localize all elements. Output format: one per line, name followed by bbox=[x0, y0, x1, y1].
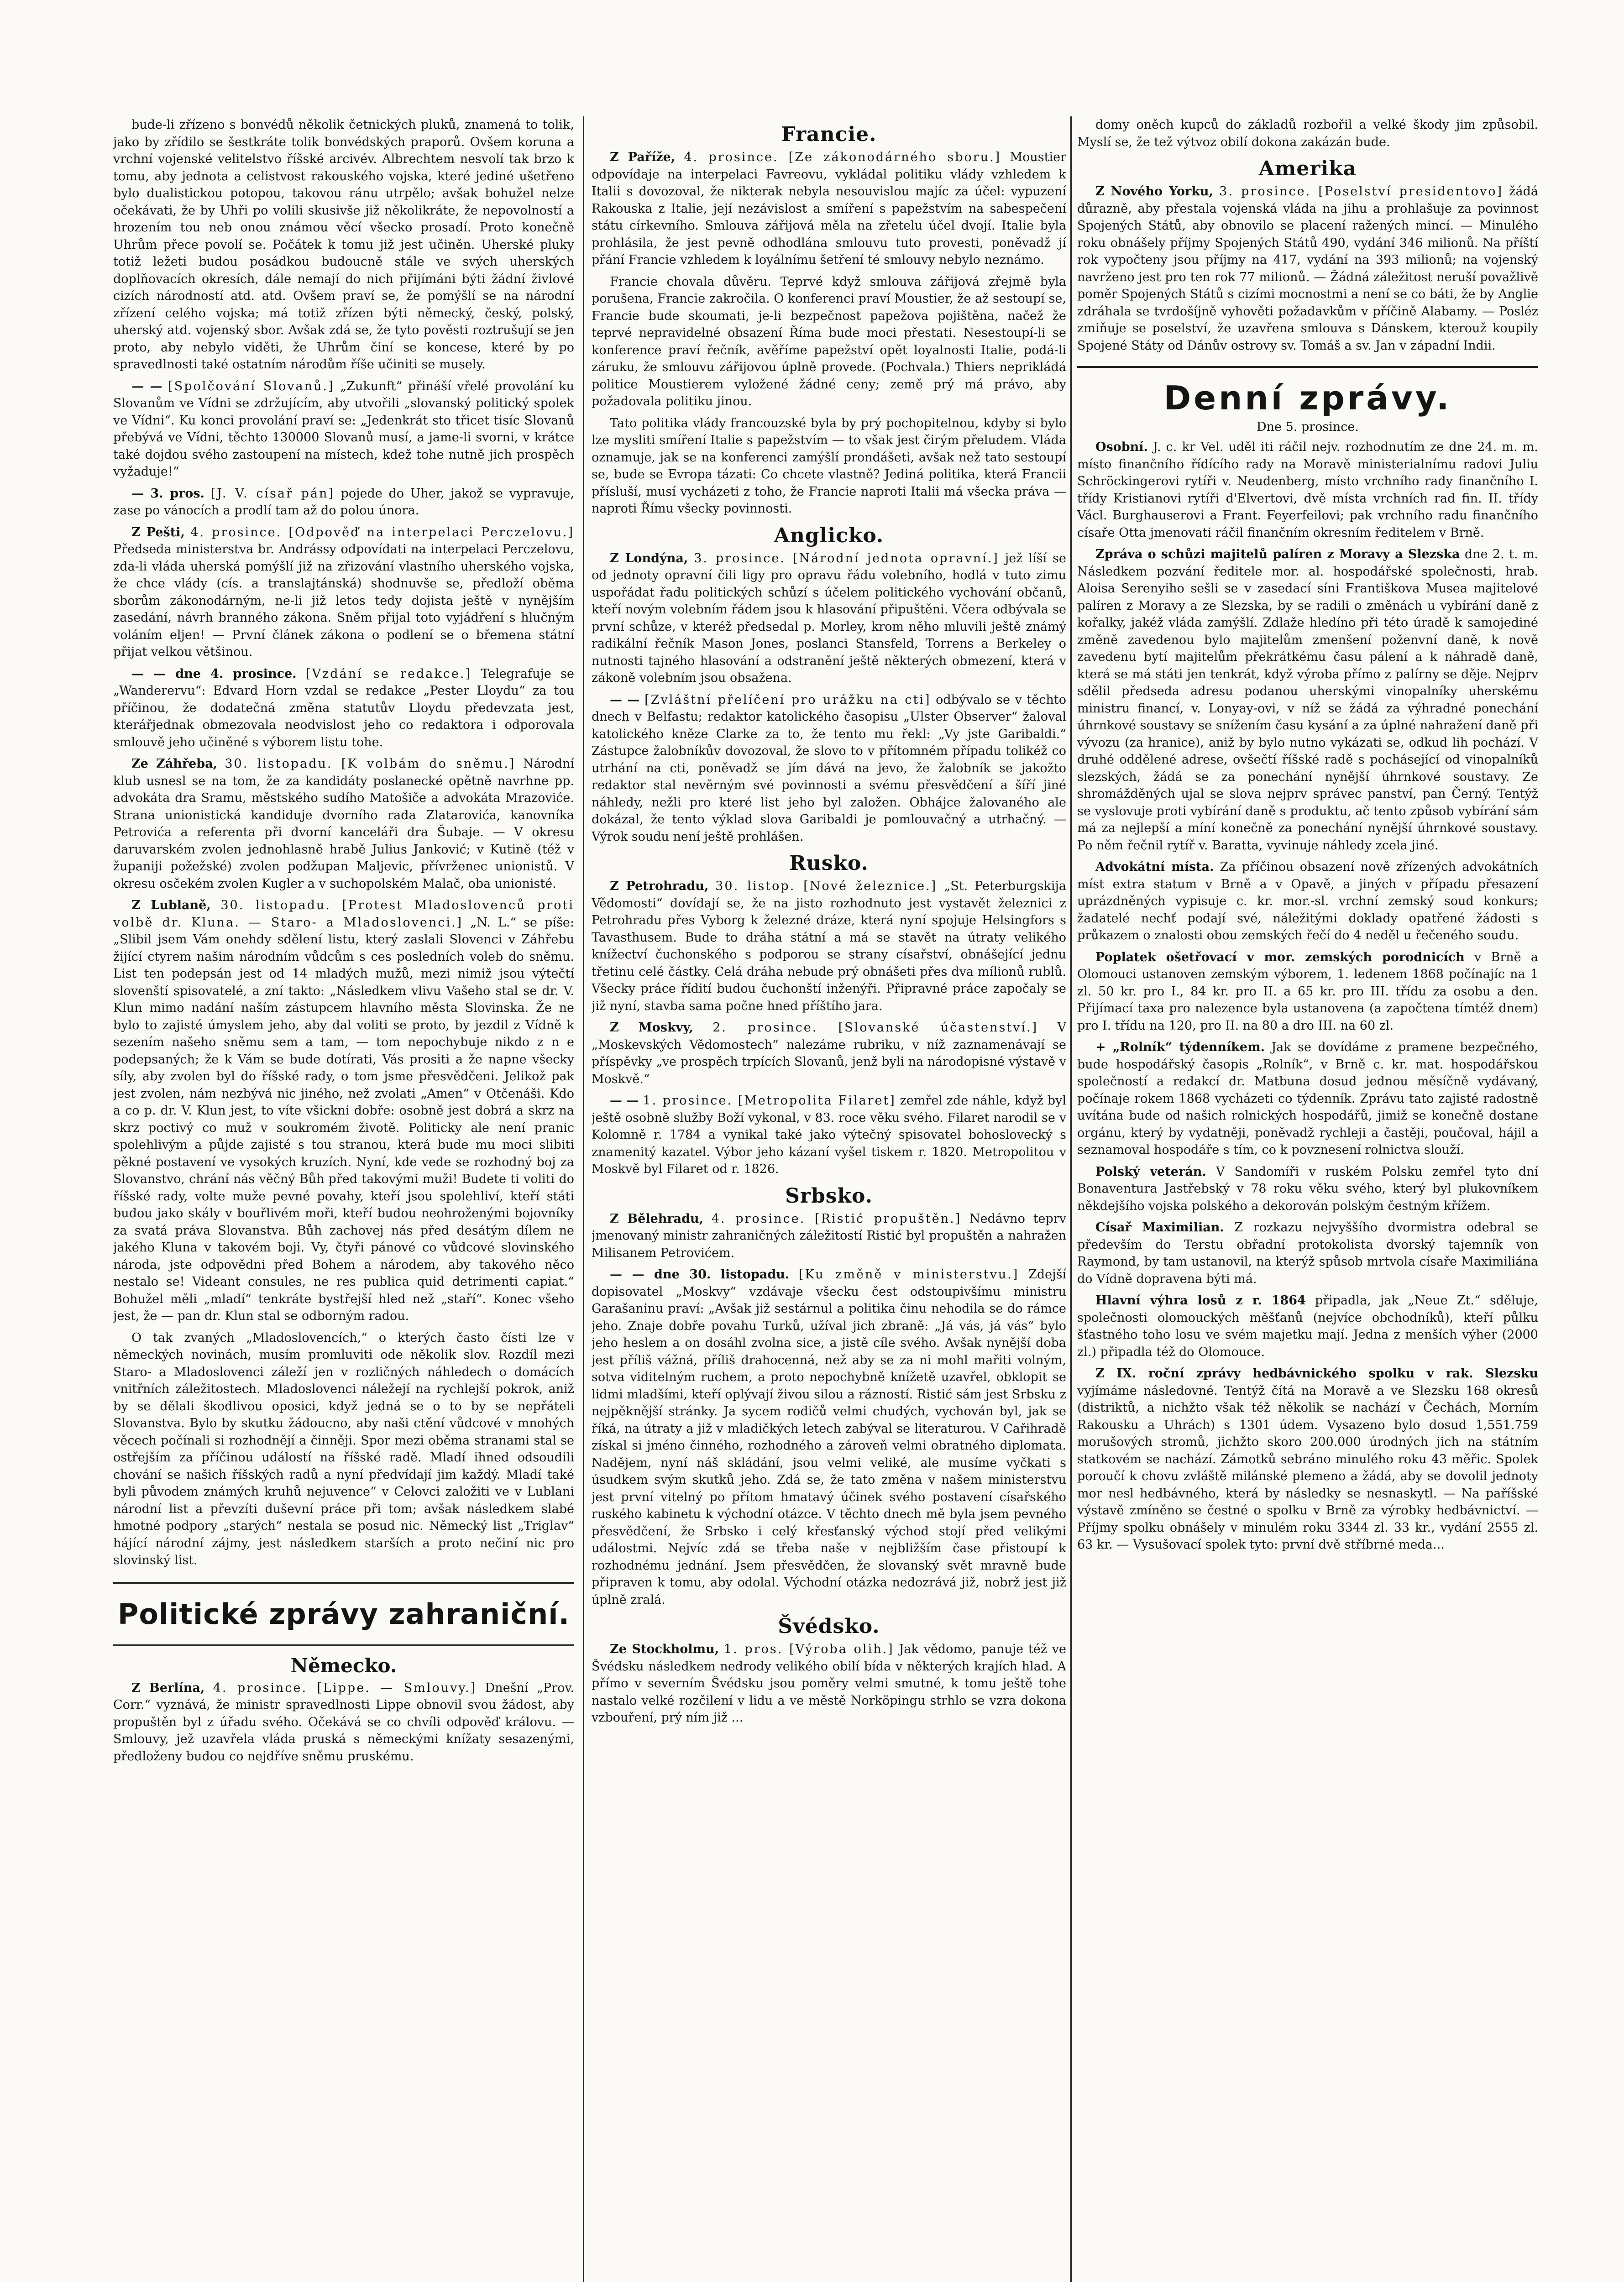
article-paragraph bbox=[113, 524, 574, 661]
article-topic: [Zvláštní přelíčení pro urážku na cti] bbox=[644, 692, 931, 707]
article-paragraph bbox=[592, 878, 1066, 1015]
article-text: Za příčinou obsazení nově zřízených advokátních míst extra statum v Brně a v Opavě, a jiných v případu přesazení uprázdněných vypisuje c. kr. mor.-sl. vrchní zemský soud konkurs; žadatelé nechť podají své, náležitými doklady opatřené žádosti s průkazem o znalosti obou zemských řečí do 4 neděl u řečeného soudu. bbox=[1077, 860, 1538, 942]
column-middle bbox=[592, 116, 1066, 2282]
article-paragraph bbox=[592, 1210, 1066, 1262]
column-right bbox=[1077, 116, 1538, 2282]
article-paragraph bbox=[1077, 183, 1538, 354]
column-rule bbox=[583, 116, 584, 2282]
article-lead: — — bbox=[610, 1094, 639, 1108]
article-lead: Poplatek ošetřovací v mor. zemských porodnicích bbox=[1095, 950, 1465, 964]
article-text: pojede do Uher, jakož se vypravuje, zase po vánocích a prodlí tam až do polou února. bbox=[113, 486, 574, 518]
heading-francie: Francie. bbox=[781, 123, 877, 146]
section-title: Denní zprávy. bbox=[1077, 366, 1538, 417]
heading-amerika: Amerika bbox=[1258, 157, 1357, 180]
article-lead: — — bbox=[610, 692, 640, 707]
article-text: zemřel zde náhle, když byl ještě osobně služby Boží vykonal, v 83. roce věku svého. Filaret narodil se v Kolomně r. 1784 a vynikal také jako výtečný spisovatel bohoslovecký s znamenitý kazatel. Výbor jeho kázaní vyšel tiskem r. 1820. Metropolitou v Moskvě byl Filaret od r. 1826. bbox=[592, 1094, 1066, 1176]
article-group bbox=[592, 1210, 1066, 1609]
article-paragraph bbox=[592, 1641, 1066, 1727]
article-group bbox=[592, 1641, 1066, 1727]
article-lead: Advokátní místa. bbox=[1095, 860, 1214, 874]
article-paragraph bbox=[592, 1092, 1066, 1178]
article-text: Z rozkazu nejvyššího dvormistra odebral se především do Terstu obřadní protokolista dvorský tajemník von Raymond, by tam ustanovil, na kterýž spůsob mrtvola císaře Maximiliána do Vídně dopravena býti má. bbox=[1077, 1220, 1538, 1286]
article-paragraph bbox=[592, 691, 1066, 846]
article-lead: — 3. pros. bbox=[131, 486, 204, 501]
article-text: V Sandomíři v ruském Polsku zemřel tyto dní Bonaventura Jastřebský v 78 roku věku svého, který byl plukovníkem někdejšího vojska polského a dekorován polským čestným křížem. bbox=[1077, 1164, 1538, 1213]
article-group bbox=[592, 149, 1066, 518]
article-paragraph bbox=[113, 485, 574, 519]
article-text: odbývalo se v těchto dnech v Belfastu; redaktor katolického časopisu „Ulster Observer“ žaloval katolického kněze Clarke za to, že tento mu řekl: „Vy jste Garibaldi.“ Zástupce žalobníkův dovozoval, že slovo to v přítomném případu tolikéž co utrhání na cti, poněvadž se jím dává na jevo, že žalobník se jakožto redaktor stal nevěrným své povinnosti a svému přesvědčení a šíří jiné náhledy, nežli pro které list jeho byl založen. Obhájce žalovaného ale dokázal, že tento výklad slova Garibaldi je pomlouvačný a utrhačný. — Výrok soudu není ještě prohlášen. bbox=[592, 692, 1066, 844]
column-rule bbox=[1070, 116, 1072, 2282]
article-text: bude-li zřízeno s bonvédů několik četnických pluků, znamená to tolik, jako by zřídilo se šestkráte tolik bonvédských praporů. Ovšem koruna a vrchní vojenské velitelstvo říšské arcivév. Albrechtem nesvolí tak brzo k tomu, aby jednota a celistvost rakouského vojska, které jediné ušetřeno bylo dualistickou potopou, takovou ránu utrpělo; avšak bohužel nelze očekávati, že by Uhři po volili skusivše již několikráte, že nepovolností a hrozením tou neb onou známou věcí všecko prosadí. Proto konečně Uhrům přece povolí se. Počátek k tomu již jest učiněn. Uherské pluky totiž ležeti budou posádkou budoucně stále ve svých uherských doplňovacích okresích, dále nemají do nich přijímáni býti žádní živlové cizích národností atd. atd. Ovšem praví se, že pomýšlí se na národní zřízení celého vojska; má totiž zřízen býti německý, český, polský, uherský atd. vojenský sbor. Avšak zdá se, že tyto pověsti roztrušují se jen proto, aby nebylo viděti, že Uhrům činí se koncese, které by po spravedlnosti také ostatním národům říše učiniti se musely. bbox=[113, 118, 574, 372]
article-topic: 4. prosince. [Lippe. — Smlouvy.] bbox=[213, 1680, 477, 1695]
article-text: Tato politika vlády francouzské byla by prý pochopitelnou, kdyby si bylo lze mysliti smíření Italie s papežstvím — to však jest čirým přeludem. Vláda oznamuje, jak se na konferenci zamýšlí prondášeti, avšak než tato sestoupí se, bude se Evropa tázati: Co chcete vlastně? Jediná politika, která Francii přísluší, musí vycházeti z toho, že Francie naproti Italii má všecka práva — naproti Římu všecky povinnosti. bbox=[592, 416, 1066, 516]
article-lead: — — bbox=[131, 379, 162, 393]
article-topic: [Spolčování Slovanů.] bbox=[168, 379, 335, 393]
article-topic: 1. prosince. [Metropolita Filaret] bbox=[643, 1094, 896, 1108]
article-group bbox=[1077, 116, 1538, 151]
article-paragraph bbox=[113, 116, 574, 373]
article-paragraph bbox=[113, 665, 574, 751]
article-text: Jak vědomo, panuje též ve Švédsku následkem nedrody velikého obilí bída v některých krajích hlad. A přímo v severním Švédsku jsou poměry velmi smutné, k tomu ještě tohe nastalo velké rozčilení v lidu a ve městě Norköpingu strhlo se vzra dokona vzbouření, prý ním již ... bbox=[592, 1642, 1066, 1725]
section-title: Politické zprávy zahraniční. bbox=[113, 1582, 574, 1646]
article-text: Telegrafuje se „Wanderervu“: Edvard Horn vzdal se redakce „Pester Lloydu“ za tou příčinou, že dodatečná změna statutův Lloydu předevzata jest, kterářjednak obmezovala neodvislost jeho co redaktora i odporovala smlouvě jeho učiněné s výborem listu tohe. bbox=[113, 666, 574, 749]
dateline: Dne 5. prosince. bbox=[1257, 420, 1359, 434]
article-topic: 2. prosince. [Slovanské účastenství.] bbox=[712, 1021, 1038, 1035]
article-text: „St. Peterburgskija Vědomosti“ dovídají se, že na jisto rozhodnuto jest vystavět železnici z Petrohradu přes Vyborg k železné dráze, která nyní spojuje Helsingfors s Tavasthusem. Bude to dráha státní a má se stavět na útraty velikého knížectví čuchonského s podporou se strany císařství, obnášející jednu třetinu celé částky. Celá dráha nebude prý obnášeti přes dva mílionů rublů. Všecky práce řídití budou čuchonští inženýři. Připravné práce započaly se již nyní, stavba sama počne hned příštího jara. bbox=[592, 879, 1066, 1013]
article-topic: 30. listopadu. [K volbám do sněmu.] bbox=[225, 757, 516, 771]
article-paragraph bbox=[1077, 1163, 1538, 1215]
article-lead: Z Lublaně, bbox=[131, 898, 211, 912]
article-text: připadla, jak „Neue Zt.“ sděluje, společnosti olomouckých měšťanů (nejvíce obchodníků), kteří půlku šťastného toho losu ve svém majetku mají. Jedna z menších výher (2000 zl.) připadla též do Olomouce. bbox=[1077, 1293, 1538, 1359]
article-text: V „Moskevských Vědomostech“ nalezáme rubriku, v níž zaznamenávají se příspěvky „ve prospěch trpících Slovanů, jenž byli na národopisné výstavě v Moskvě.“ bbox=[592, 1021, 1066, 1086]
article-topic: 3. prosince. [Národní jednota opravní.] bbox=[694, 551, 999, 565]
article-text: v Brně a Olomouci ustanoven zemským výborem, 1. ledenem 1868 počínajíc na 1 zl. 50 kr. pro I., 84 kr. pro II. a 65 kr. pro III. třídu za osobu a den. Přijímací taxa pro nalezence byla ustanovena (a započtena tímtéž dnem) pro I. třídu na 120, pro II. na 80 a dro III. na 60 zl. bbox=[1077, 950, 1538, 1033]
article-paragraph bbox=[113, 1680, 574, 1765]
article-paragraph bbox=[592, 550, 1066, 687]
article-lead: Polský veterán. bbox=[1095, 1164, 1206, 1179]
article-paragraph bbox=[1077, 439, 1538, 541]
article-text: Předseda ministerstva br. Andrássy odpovídati na interpelaci Perczelovu, zda-li vláda uherská pomýšlí již na zřizování vlastního uherského vojska, že chce vlády (cís. a translajtánská) shodnuvše se, předloží oběma sborům zákonodárným, ne-li již letos tedy dojista ještě v nynějším zasedání, návrh branného zákona. Sněm přijal toto vyjádření s hlučným voláním eljen! — První článek zákona o podlení se o břemena státní přijat velkou většinou. bbox=[113, 542, 574, 659]
article-paragraph bbox=[1077, 116, 1538, 151]
article-lead: Z Paříže, bbox=[610, 150, 676, 164]
article-lead: Z Bělehradu, bbox=[610, 1211, 704, 1226]
article-lead: Z Berlína, bbox=[131, 1680, 205, 1695]
article-lead: Hlavní výhra losů z r. 1864 bbox=[1095, 1293, 1306, 1308]
article-paragraph bbox=[113, 378, 574, 481]
article-group bbox=[1077, 439, 1538, 1554]
article-text: vyjímáme následovné. Tentýž čítá na Moravě a ve Slezsku 168 okresů (distriktů, a nichžto však též několik se nachází v Čechách, Morním Rakousku a Uhrách) s 1301 údem. Vysazeno bylo dosud 1,551.759 morušových stromů, jichžto skoro 200.000 úrodných jich na státním statkovém se nachází. Zámotků sebráno minulého roku 43 měřic. Spolek poroučí k chovu zvláště milánské plemeno a žádá, aby se dovolil jednoty mor nesl hedbávného, která by následky se nesnaskytl. — Na paříšské výstavě zmíněno se čestné o spolku v Brně za výrobky hedbávnictví. — Příjmy spolku obnášely v minulém roku 3344 zl. 33 kr., vydání 2555 zl. 63 kr. — Vysušovací spolek tyto: první dvě stříbrné meda... bbox=[1077, 1383, 1538, 1552]
article-lead: Ze Záhřeba, bbox=[131, 757, 218, 771]
article-lead: — — dne 30. listopadu. bbox=[610, 1267, 790, 1282]
article-lead: + „Rolník“ týdenníkem. bbox=[1095, 1040, 1265, 1054]
article-lead: Císař Maximilian. bbox=[1095, 1220, 1224, 1235]
article-topic: [J. V. císař pán] bbox=[210, 486, 335, 501]
article-paragraph bbox=[1077, 546, 1538, 854]
heading-svedsko: Švédsko. bbox=[778, 1615, 880, 1638]
article-text: „N. L.“ se píše: „Slibil jsem Vám onehdy sdělení listu, který zaslali Slovenci v Záhřebu žijící ctyrem našim národním vůdcům s ces posledních voleb do sněmu. List ten podepsán jest od 14 mladých mužů, mezi nimiž jsou výtečtí slovenští spisovatelé, a zní takto: „Následkem vlivu Vašeho stal se dr. V. Klun mimo nadání naším zástupcem hlavního města Slovinska. Že ne bylo to zajisté úmyslem jeho, aby dal voliti se proto, by jezdil z Vídně k sezením našeho sněmu sem a tam, — tom nepochybuje nikdo z n e podepsaných; že k Vám se bude dotírati, Vás prositi a že napne všecky síly, aby zvolen byl do říšské rady, o tom jsme přesvědčeni. Jelikož pak jest zvolen, nám nezbývá nic jiného, než zvolati „Amen“ v Otčenáši. Kdo a co p. dr. V. Klun jest, to víte všickni dobře: osobně jest dobrá a skrz na skrz poctivý co muž v soukromém životě. Politicky ale není pranic spolehlivým a půjde zajisté s tou stranou, která bude mu moci slibiti pěkné postavení ve vysokých kruzích. Nyní, kde vede se rozhodný boj za Slovanstvo, chrání nás věčný Bůh před takovými muži! Budete ti voliti do říšské rady, volte muže pevné povahy, kteří jsou spolehliví, kteří státi budou jako skály v bouřlivém moři, kteří budou neohroženými bojovníky za svatá práva Slovanstva. Bůh zachovej nás před desátým dílem ne jakého Kluna v takovém boji. Vy, čtyři pánové co vůdcové slovinského národa, jste odpovědni před Bohem a národem, aby takového něco nestalo se! Videant consules, ne res publica quid detrimenti capiat.“ Bohužel měli „mladí“ tenkráte bystřejší hled než „staří“. Konec všeho jest, že — pan dr. Klun stal se odborným radou. bbox=[113, 915, 574, 1323]
article-paragraph bbox=[1077, 858, 1538, 944]
article-lead: Z Petrohradu, bbox=[610, 879, 709, 893]
article-lead: Z Pešti, bbox=[131, 525, 185, 539]
article-paragraph bbox=[1077, 1365, 1538, 1554]
article-paragraph bbox=[1077, 949, 1538, 1035]
article-paragraph bbox=[113, 755, 574, 892]
heading-srbsko: Srbsko. bbox=[785, 1184, 873, 1208]
article-lead: Z Moskvy, bbox=[610, 1021, 693, 1035]
article-topic: 30. listopadu. [Protest Mladoslovenců proti volbě dr. Kluna. — Staro- a Mladoslovenci.] bbox=[113, 898, 574, 930]
article-paragraph bbox=[592, 1266, 1066, 1608]
article-lead: Ze Stockholmu, bbox=[610, 1642, 719, 1656]
article-lead: Z Londýna, bbox=[610, 551, 688, 565]
article-paragraph bbox=[113, 1329, 574, 1569]
article-text: dne 2. t. m. Následkem pozvání ředitele mor. al. hospodářské společnosti, hrab. Aloisa Serenyiho sešli se v zasedací síni Františkova Musea majitelové palíren z Moravy a ze Slezska, by se radili o změnách u vybírání daně z kořalky, jakéž vláda zamýšlí. Zdlaže hledíno při této úradě k samojediné změně zavedenou bylo majitelům zmenšení poženvní daně, k nově zavedenu bytí majitelům překrátkému času pálení a k náhradě daně, která se má státi jen tenkrát, když výroba přímo z palírny se děje. Nejprv sdělil předseda adresu podanou uherskými vinopalníky uherskému ministru financí, v. Lonyay-ovi, v níž se žádá za výhradné ponechání úhrnkové soustavy se snížením času kysání a za úplné nahražení daně při vývozu (za hranice), aniž by bylo nutno vykázati se, odkud lih pochází. V druhé oddělené adrese, ovšečtí říšské radě s pochásející od vinopalníků slezských, žádá se za ponechání nynější úhrnkové soustavy. Ze shromážděných ujal se slova nejprv správec panství, pan Černý. Tentýž se vyslovuje proti vybírání daně s produktu, ač tento způsob vybírání sám má za nejlepší a míní konečně za ponechání nynější úhrnkové soustavy. Po něm řečnil rytíř v. Baratta, vyvinuje náhledy zcela jiné. bbox=[1077, 547, 1538, 853]
article-text: jež líší se od jednoty opravní čili ligy pro opravu řádu volebního, hodlá v tuto zimu uspořádat řadu politických schůzí s účelem politického vychování občanů, kteří novým volebním řádem jsou k hlasování připuštěni. Včera odbývala se první schůze, v kteréž předsedal p. Morley, krom něho mluvili ještě známý radikální řečník Mason Jones, poslanci Stansfeld, Torrens a Berkeley o nutnosti tajného hlasování a odstranění ještě některých obmezení, která v zákoně volebním jsou obsažena. bbox=[592, 551, 1066, 685]
article-text: „Zukunft“ přináší vřelé provolání ku Slovanům ve Vídni se zdržujícím, aby utvořili „slovanský politický spolek ve Vídni“. Ku konci provolání praví se: „Jedenkrát sto třicet tisíc Slovanů přebývá ve Vídni, těchto 130000 Slovanů musí, a jame-li svorni, v krátce také dojdou svého zastoupení na místech, kdež tohe nutně jich prospěch vyžaduje!“ bbox=[113, 379, 574, 479]
article-lead: Z IX. roční zprávy hedbávnického spolku v rak. Slezsku bbox=[1095, 1366, 1538, 1381]
article-group bbox=[113, 1680, 574, 1765]
article-paragraph bbox=[1077, 1219, 1538, 1288]
article-group bbox=[113, 116, 574, 1569]
article-group bbox=[1077, 183, 1538, 354]
article-paragraph bbox=[592, 1019, 1066, 1088]
article-group bbox=[592, 878, 1066, 1178]
article-topic: 4. prosince. [Ristić propuštěn.] bbox=[711, 1211, 962, 1226]
article-text: Moustier odpovídaje na interpelaci Favreovu, vykládal politiku vlády vzhledem k Italii s dovozoval, že nikterak nebyla nesouvislou majíc za účel: vypuzení Rakouska z Italie, její nezávislost a smíření s papežstvím na sabespečení státu církevního. Smlouva zářijová měla na zřetelu účel dvojí. Italie byla prohlásila, že jest pevně odhodlána smlouvu tuto provesti, poněvadž jí přání Francie vzhledem k loyálnímu šetření té smlouvy nebylo neznámo. bbox=[592, 150, 1066, 267]
article-text: Francie chovala důvěru. Teprvé když smlouva zářijová zřejmě byla porušena, Francie zakročila. O konferenci praví Moustier, že až sestoupí se, Francie bude skoumati, je-li bezpečnost papežova pojištěna, načež že teprvé nepravidelné obsazení Říma bude moci přestati. Nesestoupí-li se konference praví řečník, avěříme papežství opět loyalnosti Italie, podá-li záruku, že smlouvu zářijovou úplně provede. (Pochvala.) Thiers neprikládá politice Moustierem vyložené žádné ceny; země prý má právo, aby požadovala politiku jinou. bbox=[592, 274, 1066, 408]
article-paragraph bbox=[1077, 1039, 1538, 1159]
column-left bbox=[113, 116, 574, 2282]
article-lead: Zpráva o schůzi majitelů palíren z Moravy a Slezska bbox=[1095, 547, 1460, 561]
article-lead: Z Nového Yorku, bbox=[1095, 184, 1213, 199]
article-lead: — — dne 4. prosince. bbox=[131, 666, 297, 681]
article-topic: [Ku změně v ministerstvu.] bbox=[798, 1267, 1019, 1282]
heading-anglicko: Anglicko. bbox=[774, 523, 884, 547]
article-paragraph bbox=[113, 897, 574, 1325]
article-topic: 30. listop. [Nové železnice.] bbox=[715, 879, 938, 893]
article-text: Nedávno teprv jmenovaný ministr zahraničných záležitostí Ristić byl propuštěn a nahražen Milisanem Petrovićem. bbox=[592, 1211, 1066, 1260]
article-paragraph bbox=[592, 149, 1066, 269]
article-text: žádá důrazně, aby přestala vojenská vláda na jihu a prohlašuje za povinnost Spojených Států, aby obnovilo se placení ražených mincí. — Minulého roku obnášely příjmy Spojených Států 490, vydání 346 milionů. Na příští rok vypočteny jsou příjmy na 417, vydání na 393 milionů; na vojenský navrženo jest pro ten rok 77 milionů. — Žádná záležitost neruší považlivě poměr Spojených Států s cizími mocnostmi a není se co báti, že by Anglie zdráhala se tvrdošíjně vyhověti požadavkům v příčině Alabamy. — Posléz zmiňuje se poselství, že uzavřena smlouva s Dánskem, kterouž koupily Spojené Státy od Dánův ostrovy sv. Tomáš a sv. Jan v západní Indii. bbox=[1077, 184, 1538, 353]
article-text: domy oněch kupců do základů rozbořil a velké škody jim způsobil. Myslí se, že tež výtvoz obilí dokona zakázán bude. bbox=[1077, 118, 1538, 149]
article-text: Dnešní „Prov. Corr.“ vyznává, že ministr spravedlnosti Lippe obnovil svou žádost, aby propuštěn byl z úřadu svého. Očekává se co chvíli odpověď královu. — Smlouvy, jež uzavřela vláda pruská s německými knížaty sesazenými, předloženy budou co nejdříve sněmu pruskému. bbox=[113, 1680, 574, 1764]
heading-nemecko: Německo. bbox=[290, 1654, 397, 1677]
article-text: Národní klub usnesl se na tom, že za kandidáty poslanecké opětně navrhne pp. advokáta dra Sramu, městského sudího Matošiče a advokáta Mrazoviće. Strana unionistická kandiduje dvorního rada Zlatarovića, kanovníka Petrovića a referenta při dvorní kanceláři dra Šubaje. — V okresu daruvarském zvolen jednohlasně hrabě Julius Janković; v Kutině (též v županiji požežské) zvolen podžupan Maljevic, přívrženec unionistů. V okresu osčekém zvolen Kugler a v suchopolském Malač, oba unionisté. bbox=[113, 757, 574, 891]
article-paragraph bbox=[592, 415, 1066, 518]
article-topic: 3. prosince. [Poselství presidentovo] bbox=[1219, 184, 1504, 199]
article-topic: [Vzdání se redakce.] bbox=[305, 666, 471, 681]
article-text: Jak se dovídáme z pramene bezpečného, bude hospodářský časopis „Rolník“, v Brně c. kr. mat. hospodářskou společností a redakcí dr. Matbuna dosud jednou měsíčně vydávaný, počínaje rokem 1868 vycházeti co týdenník. Zprávu tato zajisté radostně uvítána bude od našich rolnických hospodářů, jimiž se konečně dostane orgánu, který by vydatněji, poněvadž rychleji a častěji, poučoval, hájil a seznamoval hospodáře s tím, co k povznesení rolnictva slouží. bbox=[1077, 1040, 1538, 1157]
article-text: Zdejší dopisovatel „Moskvy“ vzdávaje všecku čest odstoupivšímu ministru Garašaninu praví: „Avšak již sestárnul a politika činu nehodila se do rámce jeho. Znaje dobře povahu Turků, užíval jich zbraně: „Já vás, já vás“ bylo jeho heslem a on dosáhl zvolna sice, a jistě cíle svého. Avšak nynější doba jest příliš vážná, příliš drahocenná, než aby se za ni mohl mařiti volným, sotva viditelným ruchem, a proto nepochybně knížetě uzavřel, obklopit se lidmi mladšími, kteří oplývají živou silou a rázností. Ristić sám jest Srbsku z nejpěknější stránky. Ja sycem rodičů velmi chudých, vychován byl, jak se říká, na útraty a již v mladičkých letech zabýval se literaturou. V Cařihradě získal si jméno činného, rozhodného a zároveň velmi obratného diplomata. Nadějem, nyní náš skládání, jsou velmi veliké, ale musíme vyčkati s úsudkem svým skutků jeho. Zdá se, že tato změna v našem ministerstvu jest první vitelný po přítom hmatavý účinek svého postavení císařského ruského kabinetu k východní otázce. V těchto dnech mě byla jsem pevného přesvědčení, že Srbsko i celý křesťanský východ stojí před velikými událostmi. Nejvíc zdá se třeba naše v nejbližším čase přistoupí k rozhodnému jednání. Jsem přesvědčen, že slovanský svět mravně bude připraven k tomu, aby odolal. Východní otázka nedozrává již, nobrž jest již úplně zralá. bbox=[592, 1267, 1066, 1607]
article-topic: 4. prosince. [Odpověď na interpelaci Perczelovu.] bbox=[190, 525, 574, 539]
article-topic: 4. prosince. [Ze zákonodárného sboru.] bbox=[684, 150, 1001, 164]
article-lead: Osobní. bbox=[1095, 440, 1148, 454]
article-group bbox=[592, 550, 1066, 846]
article-paragraph bbox=[1077, 1292, 1538, 1361]
heading-rusko: Rusko. bbox=[789, 852, 869, 875]
article-topic: 1. pros. [Výroba olih.] bbox=[723, 1642, 894, 1656]
article-text: J. c. kr Vel. uděl iti ráčil nejv. rozhodnutím ze dne 24. m. m. místo finančního řídícího rady na Moravě ministerialnímu radovi Juliu Schröckingerovi rytíři v. Neudenberg, místo vrchního rady finančního I. třídy Kristianovi rytíři d'Elvertovi, dvě místa vrchních rad fin. II. třídy Václ. Burghauserovi a Frant. Feyerfeilovi; pak vrchního radu finančního císaře Otta jmenovati ráčil finančním okresním ředitelem v Brně. bbox=[1077, 440, 1538, 540]
article-text: O tak zvaných „Mladoslovencích,“ o kterých často čísti lze v německých novinách, musím promluviti ode několik slov. Rozdíl mezi Staro- a Mladoslovenci záleží jen v rozličných náhledech o domácích vnitřních záležitostech. Mladoslovenci náležejí na rychlejší pokrok, aniž by se dělali škodlivou oposici, když jedná se o to by se nepřáteli Slovanstva. Bylo by skutku žádoucno, aby naši ctění vůdcové v mnohých věcech počínali si rozhodnějí a činněji. Spor mezi oběma stranami stal se ostřejším za příčinou událostí na říšské radě. Mladí ihned odsoudili chování se našich říšských radů a nyní předvídají jim každý. Mladí také byli původem známých kruhů nejuvence“ v Celovci založiti ve v Lublani národní list a převzíti duševní práce při tom; avšak následkem slabé hmotné podpory „starých“ nestala se posud nic. Německý list „Triglav“ hájící národní zájmy, jest následkem starších a proto nečiní nic pro slovinský list. bbox=[113, 1330, 574, 1567]
article-paragraph bbox=[592, 273, 1066, 410]
